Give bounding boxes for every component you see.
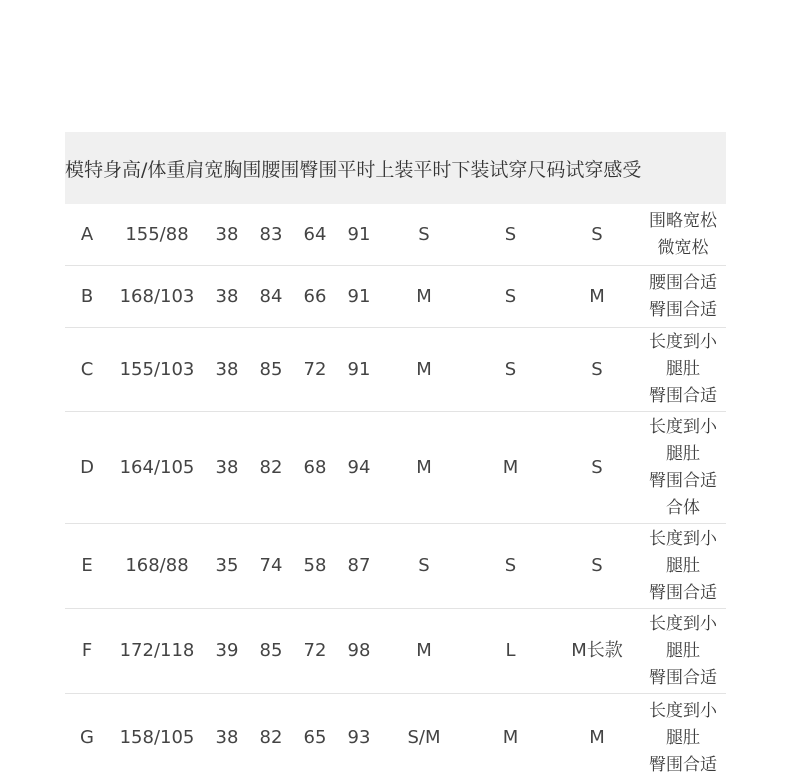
shoulder-cell: 38 xyxy=(215,358,239,380)
height-weight-cell: 164/105 xyxy=(119,456,195,478)
tried-size-cell: M xyxy=(589,285,605,307)
model-cell: E xyxy=(81,555,93,576)
shoulder-cell: 38 xyxy=(215,285,239,307)
usual-top-cell: M xyxy=(416,640,432,661)
model-cell: F xyxy=(81,640,93,661)
hip-cell: 93 xyxy=(347,727,371,748)
shoulder-cell: 35 xyxy=(215,555,239,576)
waist-cell: 58 xyxy=(303,555,327,576)
size-reference-table xyxy=(65,132,726,782)
hip-cell: 94 xyxy=(347,456,371,478)
fit-feedback-cell xyxy=(640,414,726,522)
usual-top-cell: M xyxy=(416,456,432,478)
chest-cell: 83 xyxy=(259,223,283,245)
hip-cell: 98 xyxy=(347,640,371,661)
usual-bottom-cell: M xyxy=(502,456,519,478)
hip-cell: 91 xyxy=(347,358,371,380)
table-row xyxy=(65,412,726,524)
model-cell: C xyxy=(80,358,94,380)
fit-feedback-line: 合体 xyxy=(666,497,700,518)
hip-cell: 91 xyxy=(347,223,371,245)
usual-top-cell: M xyxy=(416,358,432,380)
fit-feedback-cell xyxy=(640,329,726,410)
fit-feedback-line: 臀围合适 xyxy=(649,386,717,406)
fit-feedback-line: 腿肚 xyxy=(666,359,700,379)
chest-cell: 85 xyxy=(259,640,283,661)
tried-size-cell: S xyxy=(591,223,603,245)
fit-feedback-line: 腿肚 xyxy=(666,640,700,661)
fit-feedback-cell xyxy=(640,526,726,607)
shoulder-cell: 38 xyxy=(215,456,239,478)
height-weight-cell: 155/103 xyxy=(119,358,195,380)
waist-cell: 72 xyxy=(303,358,327,380)
fit-feedback-line: 长度到小 xyxy=(649,700,717,721)
usual-bottom-cell: S xyxy=(504,285,517,307)
fit-feedback-line: 臀围合适 xyxy=(649,667,717,688)
tried-size-cell: S xyxy=(591,358,603,380)
waist-cell: 72 xyxy=(303,640,327,661)
table-row xyxy=(65,266,726,328)
header-text: 模特身高/体重肩宽胸围腰围臀围平时上装平时下装试穿尺码试穿感受 xyxy=(65,158,642,181)
table-row xyxy=(65,524,726,609)
tried-size-cell: M xyxy=(589,727,605,748)
fit-feedback-line: 腿肚 xyxy=(666,443,700,464)
fit-feedback-line: 臀围合适 xyxy=(649,582,717,603)
model-cell: D xyxy=(80,456,94,478)
chest-cell: 82 xyxy=(259,456,283,478)
table-row xyxy=(65,609,726,694)
hip-cell: 87 xyxy=(347,555,371,576)
chest-cell: 85 xyxy=(259,358,283,380)
table-body xyxy=(65,204,726,782)
fit-feedback-line: 臀围合适 xyxy=(649,754,717,775)
height-weight-cell: 168/88 xyxy=(125,555,189,576)
model-cell: B xyxy=(80,285,94,307)
table-header xyxy=(65,132,726,204)
fit-feedback-line: 长度到小 xyxy=(649,613,717,634)
shoulder-cell: 38 xyxy=(215,223,239,245)
fit-feedback-line: 腿肚 xyxy=(666,727,700,748)
height-weight-cell: 172/118 xyxy=(119,640,195,661)
table-row xyxy=(65,328,726,412)
height-weight-cell: 168/103 xyxy=(119,285,195,307)
table-row xyxy=(65,204,726,266)
fit-feedback-cell xyxy=(640,208,726,262)
hip-cell: 91 xyxy=(347,285,371,307)
fit-feedback-line: 长度到小 xyxy=(649,416,717,437)
chest-cell: 82 xyxy=(259,727,283,748)
fit-feedback-line: 微宽松 xyxy=(657,237,709,258)
usual-top-cell: S xyxy=(418,555,430,576)
chest-cell: 74 xyxy=(259,555,283,576)
fit-feedback-cell xyxy=(640,270,726,324)
fit-feedback-cell xyxy=(640,698,726,779)
usual-bottom-cell: S xyxy=(504,223,517,245)
height-weight-cell: 158/105 xyxy=(119,727,195,748)
fit-feedback-line: 长度到小 xyxy=(649,332,717,352)
usual-bottom-cell: L xyxy=(505,640,516,661)
chest-cell: 84 xyxy=(259,285,283,307)
height-weight-cell: 155/88 xyxy=(125,223,189,245)
usual-bottom-cell: M xyxy=(502,727,519,748)
fit-feedback-line: 臀围合适 xyxy=(649,470,717,491)
usual-top-cell: M xyxy=(416,285,432,307)
waist-cell: 68 xyxy=(303,456,327,478)
waist-cell: 64 xyxy=(303,223,327,245)
table-row xyxy=(65,694,726,782)
fit-feedback-line: 腿肚 xyxy=(666,555,700,576)
waist-cell: 65 xyxy=(303,727,327,748)
fit-feedback-line: 围略宽松 xyxy=(649,210,717,231)
usual-top-cell: S/M xyxy=(407,727,441,748)
shoulder-cell: 38 xyxy=(215,727,239,748)
fit-feedback-line: 长度到小 xyxy=(649,528,717,549)
fit-feedback-line: 腰围合适 xyxy=(649,272,717,293)
tried-size-cell: S xyxy=(591,555,603,576)
shoulder-cell: 39 xyxy=(215,640,239,661)
usual-bottom-cell: S xyxy=(504,555,517,576)
fit-feedback-cell xyxy=(640,611,726,692)
model-cell: A xyxy=(80,223,94,245)
usual-bottom-cell: S xyxy=(504,358,517,380)
usual-top-cell: S xyxy=(418,223,430,245)
tried-size-cell: M长款 xyxy=(571,640,623,661)
tried-size-cell: S xyxy=(591,456,603,478)
model-cell: G xyxy=(80,727,94,748)
waist-cell: 66 xyxy=(303,285,327,307)
fit-feedback-line: 臀围合适 xyxy=(649,299,717,320)
